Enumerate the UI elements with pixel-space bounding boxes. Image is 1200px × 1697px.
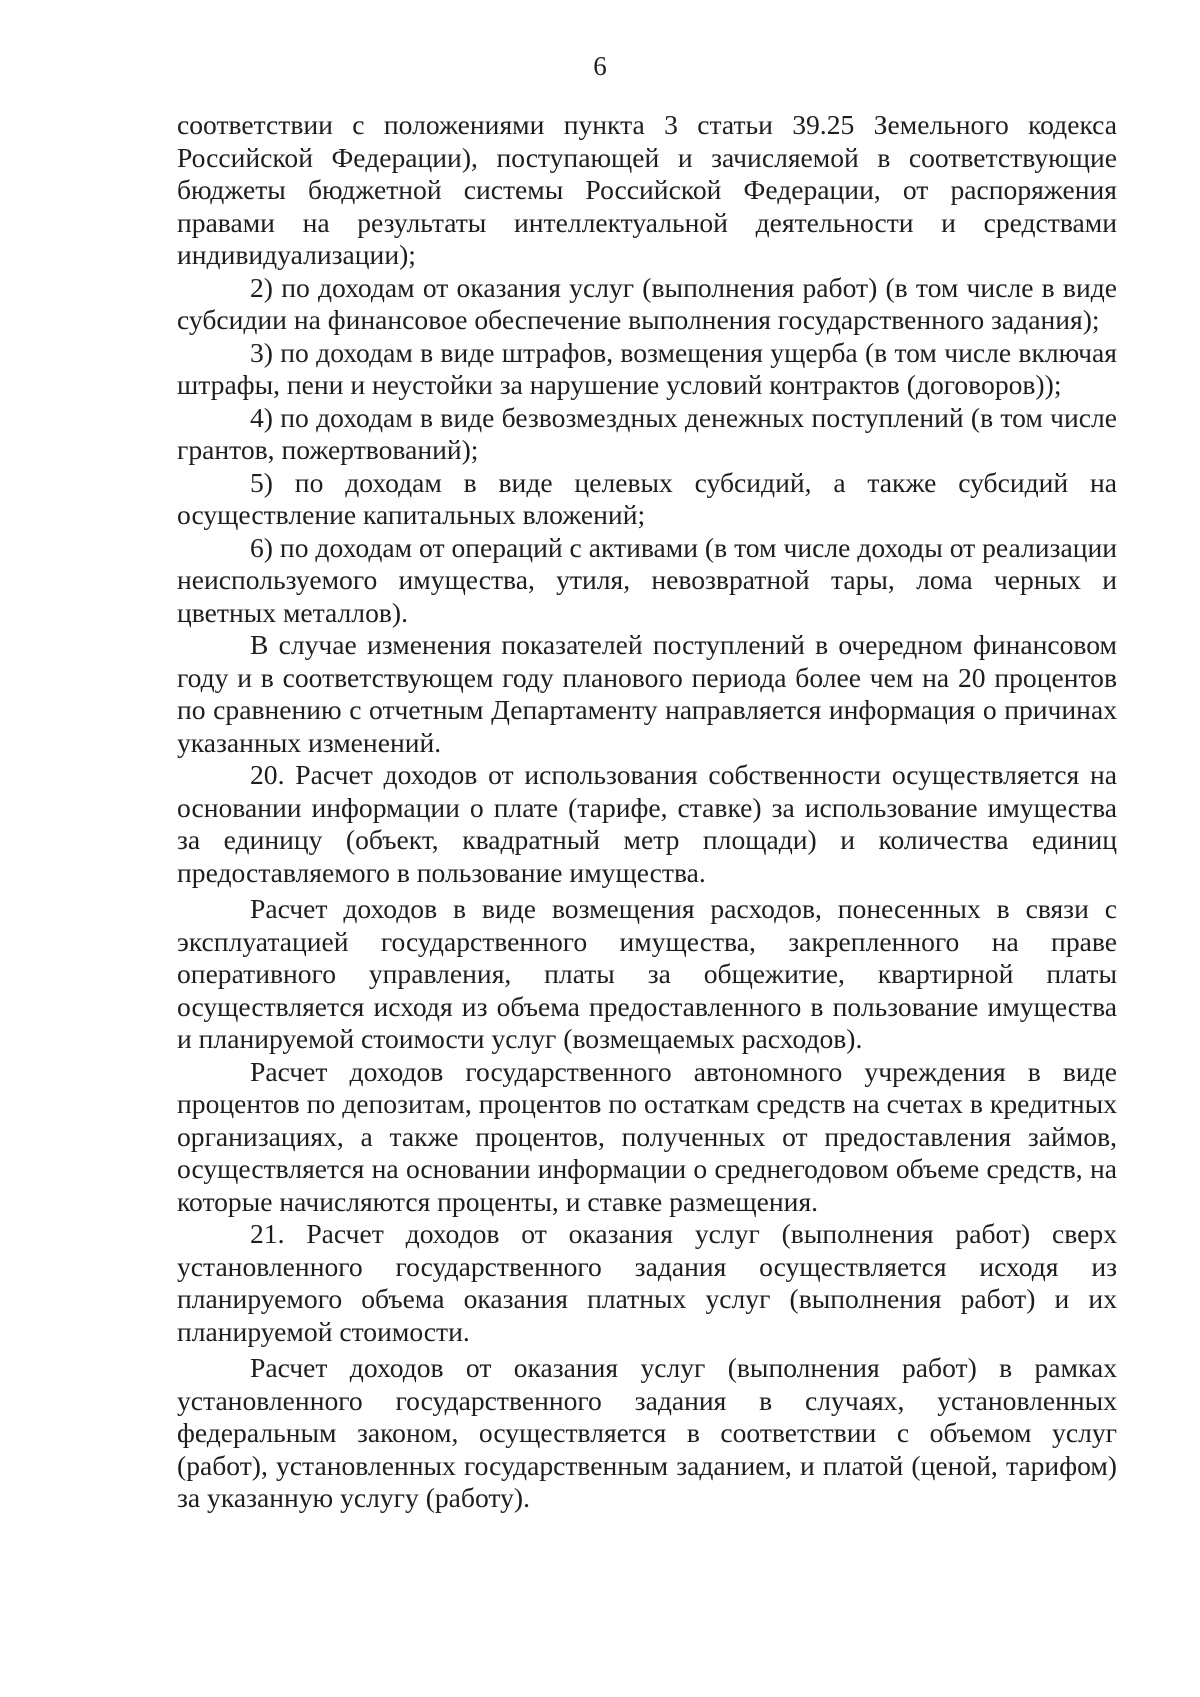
list-item-3: 3) по доходам в виде штрафов, возмещения ущерба (в том числе включая штрафы, пени и неустойки за нарушение условий контрактов (договоров)); [177, 336, 1117, 400]
paragraph-expense-reimbursement: Расчет доходов в виде возмещения расходов, понесенных в связи с эксплуатацией государственного имущества, закрепленного на праве оперативного управления, платы за общежитие, квартирной платы осуществляется исходя из объема предоставленного в пользование имущества и планируемой стоимости услуг (возмещаемых расходов). [177, 893, 1117, 1054]
document-body [177, 109, 1117, 1515]
paragraph-indicator-change: В случае изменения показателей поступлений в очередном финансовом году и в соответствующем году планового периода более чем на 20 процентов по сравнению с отчетным Департаменту направляется информация о причинах указанных изменений. [177, 629, 1117, 758]
paragraph-deposit-interest: Расчет доходов государственного автономного учреждения в виде процентов по депозитам, процентов по остаткам средств на счетах в кредитных организациях, а также процентов, полученных от предоставления займов, осуществляется на основании информации о среднегодовом объеме средств, на которые начисляются проценты, и ставке размещения. [177, 1055, 1117, 1217]
list-item-5: 5) по доходам в виде целевых субсидий, а также субсидий на осуществление капитальных вложений; [177, 466, 1117, 530]
list-item-4: 4) по доходам в виде безвозмездных денежных поступлений (в том числе грантов, пожертвований); [177, 401, 1117, 465]
paragraph-continuation: соответствии с положениями пункта 3 статьи 39.25 Земельного кодекса Российской Федерации), поступающей и зачисляемой в соответствующие бюджеты бюджетной системы Российской Федерации, от распоряжения правами на результаты интеллектуальной деятельности и средствами индивидуализации); [177, 109, 1117, 270]
paragraph-state-assignment-services: Расчет доходов от оказания услуг (выполнения работ) в рамках установленного государственного задания в случаях, установленных федеральным законом, осуществляется в соответствии с объемом услуг (работ), установленных государственным заданием, и платой (ценой, тарифом) за указанную услугу (работу). [177, 1352, 1117, 1513]
clause-20: 20. Расчет доходов от использования собственности осуществляется на основании информации о плате (тарифе, ставке) за использование имущества за единицу (объект, квадратный метр площади) и количества единиц предоставляемого в пользование имущества. [177, 759, 1117, 888]
list-item-6: 6) по доходам от операций с активами (в том числе доходы от реализации неиспользуемого имущества, утиля, невозвратной тары, лома черных и цветных металлов). [177, 531, 1117, 628]
list-item-2: 2) по доходам от оказания услуг (выполнения работ) (в том числе в виде субсидии на финансовое обеспечение выполнения государственного задания); [177, 271, 1117, 335]
page-number: 6 [593, 51, 607, 81]
clause-21: 21. Расчет доходов от оказания услуг (выполнения работ) сверх установленного государственного задания осуществляется исходя из планируемого объема оказания платных услуг (выполнения работ) и их планируемой стоимости. [177, 1218, 1117, 1347]
